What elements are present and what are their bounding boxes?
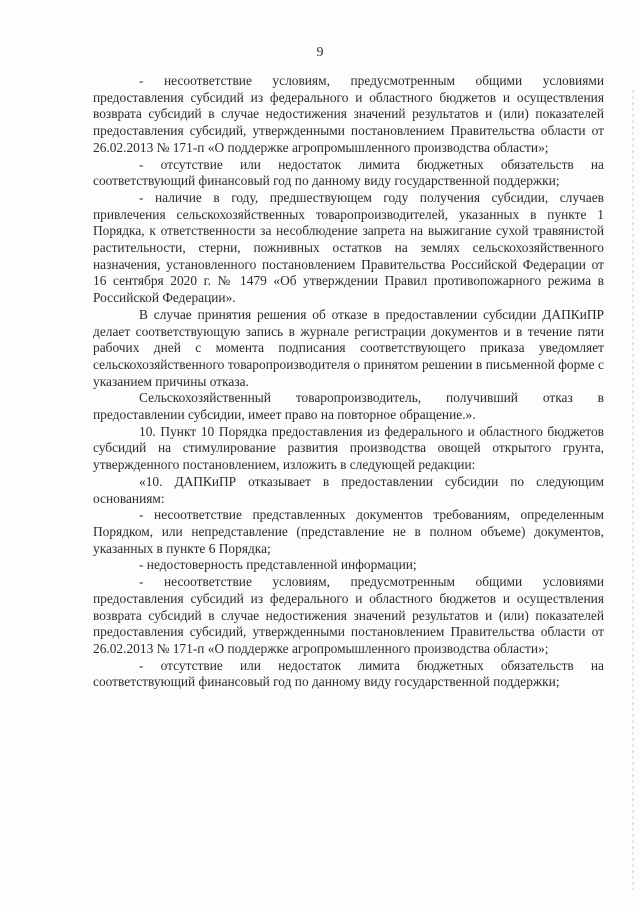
paragraph: - недостоверность представленной информации; — [139, 557, 417, 573]
paragraph: 10. Пункт 10 Порядка предоставления из федерального и областного бюджетов субсидий на стимулирование развития производства овощей открытого грунта, утвержденного постановлением, изложить в следующей редакции: — [93, 423, 604, 473]
paragraph: В случае принятия решения об отказе в предоставлении субсидии ДАПКиПР делает соответствующую запись в журнале регистрации документов и в течение пяти рабочих дней с момента подписания соответствующего приказа уведомляет сельскохозяйственного товаропроизводителя о принятом решении в письменной форме с указанием причины отказа. — [93, 306, 604, 389]
paragraph: - отсутствие или недостаток лимита бюджетных обязательств на соответствующий финансовый год по данному виду государственной поддержки; — [93, 156, 604, 189]
paragraph: «10. ДАПКиПР отказывает в предоставлении субсидии по следующим основаниям: — [93, 473, 604, 506]
scan-edge-mark — [632, 90, 634, 890]
paragraph: - несоответствие представленных документов требованиям, определенным Порядком, или непредставление (представление не в полном объеме) документов, указанных в пункте 6 Порядка; — [93, 507, 604, 556]
page-number: 9 — [316, 45, 324, 60]
document-body — [93, 73, 604, 691]
paragraph: - отсутствие или недостаток лимита бюджетных обязательств на соответствующий финансовый год по данному виду государственной поддержки; — [93, 657, 604, 690]
paragraph: Сельскохозяйственный товаропроизводитель, получивший отказ в предоставлении субсидии, имеет право на повторное обращение.». — [93, 390, 604, 423]
paragraph: - несоответствие условиям, предусмотренным общими условиями предоставления субсидий из федерального и областного бюджетов и осуществления возврата субсидий в случае недостижения значений результатов и (или) показателей предоставления субсидий, утвержденными постановлением Правительства области от 26.02.2013 № 171-п «О поддержке агропромышленного производства области»; — [93, 574, 604, 656]
paragraph: - несоответствие условиям, предусмотренным общими условиями предоставления субсидий из федерального и областного бюджетов и осуществления возврата субсидий в случае недостижения значений результатов и (или) показателей предоставления субсидий, утвержденными постановлением Правительства области от 26.02.2013 № 171-п «О поддержке агропромышленного производства области»; — [93, 73, 604, 155]
paragraph: - наличие в году, предшествующем году получения субсидии, случаев привлечения сельскохозяйственных товаропроизводителей, указанных в пункте 1 Порядка, к ответственности за несоблюдение запрета на выжигание сухой травянистой растительности, стерни, пожнивных остатков на землях сельскохозяйственного назначения, установленного постановлением Правительства Российской Федерации от 16 сентября 2020 г. № 1479 «Об утверждении Правил противопожарного режима в Российской Федерации». — [93, 189, 604, 306]
